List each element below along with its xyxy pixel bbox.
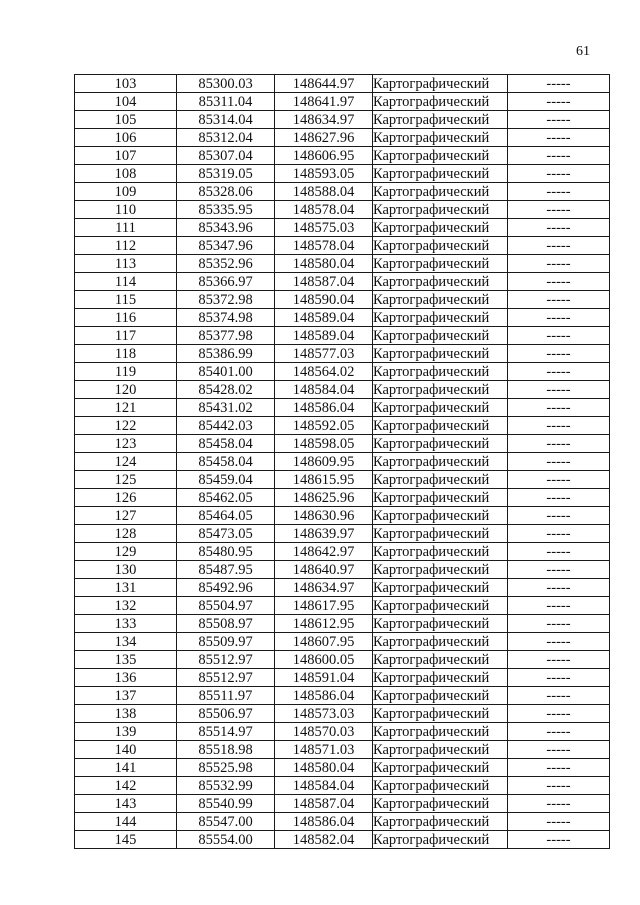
table-row [75,273,610,291]
table-row [75,831,610,849]
x-coordinate-cell: 85300.03 [177,75,275,93]
point-number-cell: 128 [75,525,177,543]
accuracy-cell: ----- [508,741,610,759]
method-cell: Картографический [373,273,508,291]
accuracy-cell: ----- [508,435,610,453]
point-number-cell: 133 [75,615,177,633]
accuracy-cell: ----- [508,255,610,273]
page-number: 61 [576,44,590,59]
x-coordinate-cell: 85532.99 [177,777,275,795]
method-cell: Картографический [373,93,508,111]
y-coordinate-cell: 148625.96 [275,489,373,507]
point-number-cell: 140 [75,741,177,759]
y-coordinate-cell: 148589.04 [275,309,373,327]
accuracy-cell: ----- [508,273,610,291]
method-cell: Картографический [373,183,508,201]
x-coordinate-cell: 85480.95 [177,543,275,561]
point-number-cell: 107 [75,147,177,165]
x-coordinate-cell: 85508.97 [177,615,275,633]
point-number-cell: 137 [75,687,177,705]
accuracy-cell: ----- [508,525,610,543]
method-cell: Картографический [373,399,508,417]
table-row [75,165,610,183]
table-row [75,417,610,435]
y-coordinate-cell: 148627.96 [275,129,373,147]
method-cell: Картографический [373,363,508,381]
table-row [75,255,610,273]
point-number-cell: 124 [75,453,177,471]
x-coordinate-cell: 85514.97 [177,723,275,741]
point-number-cell: 138 [75,705,177,723]
x-coordinate-cell: 85366.97 [177,273,275,291]
table-row [75,633,610,651]
y-coordinate-cell: 148642.97 [275,543,373,561]
x-coordinate-cell: 85554.00 [177,831,275,849]
x-coordinate-cell: 85311.04 [177,93,275,111]
method-cell: Картографический [373,633,508,651]
x-coordinate-cell: 85386.99 [177,345,275,363]
point-number-cell: 106 [75,129,177,147]
y-coordinate-cell: 148612.95 [275,615,373,633]
y-coordinate-cell: 148564.02 [275,363,373,381]
point-number-cell: 127 [75,507,177,525]
y-coordinate-cell: 148606.95 [275,147,373,165]
y-coordinate-cell: 148591.04 [275,669,373,687]
point-number-cell: 109 [75,183,177,201]
x-coordinate-cell: 85442.03 [177,417,275,435]
table-row [75,75,610,93]
table-row [75,651,610,669]
table-row [75,705,610,723]
method-cell: Картографический [373,489,508,507]
x-coordinate-cell: 85458.04 [177,453,275,471]
x-coordinate-cell: 85506.97 [177,705,275,723]
table-row [75,363,610,381]
table-row [75,561,610,579]
table-row [75,129,610,147]
table-row [75,597,610,615]
method-cell: Картографический [373,327,508,345]
y-coordinate-cell: 148644.97 [275,75,373,93]
point-number-cell: 141 [75,759,177,777]
x-coordinate-cell: 85459.04 [177,471,275,489]
accuracy-cell: ----- [508,813,610,831]
method-cell: Картографический [373,525,508,543]
table-row [75,489,610,507]
method-cell: Картографический [373,417,508,435]
x-coordinate-cell: 85319.05 [177,165,275,183]
point-number-cell: 105 [75,111,177,129]
x-coordinate-cell: 85343.96 [177,219,275,237]
accuracy-cell: ----- [508,165,610,183]
accuracy-cell: ----- [508,399,610,417]
table-row [75,525,610,543]
x-coordinate-cell: 85462.05 [177,489,275,507]
y-coordinate-cell: 148617.95 [275,597,373,615]
x-coordinate-cell: 85512.97 [177,669,275,687]
point-number-cell: 121 [75,399,177,417]
x-coordinate-cell: 85328.06 [177,183,275,201]
accuracy-cell: ----- [508,381,610,399]
table-row [75,399,610,417]
method-cell: Картографический [373,543,508,561]
point-number-cell: 139 [75,723,177,741]
x-coordinate-cell: 85312.04 [177,129,275,147]
table-row [75,309,610,327]
point-number-cell: 134 [75,633,177,651]
x-coordinate-cell: 85374.98 [177,309,275,327]
table-row [75,777,610,795]
point-number-cell: 117 [75,327,177,345]
table-row [75,687,610,705]
table-row [75,219,610,237]
table-body [75,75,610,849]
accuracy-cell: ----- [508,723,610,741]
method-cell: Картографический [373,201,508,219]
accuracy-cell: ----- [508,129,610,147]
accuracy-cell: ----- [508,327,610,345]
y-coordinate-cell: 148586.04 [275,399,373,417]
y-coordinate-cell: 148589.04 [275,327,373,345]
y-coordinate-cell: 148593.05 [275,165,373,183]
x-coordinate-cell: 85504.97 [177,597,275,615]
method-cell: Картографический [373,561,508,579]
point-number-cell: 145 [75,831,177,849]
y-coordinate-cell: 148586.04 [275,813,373,831]
point-number-cell: 122 [75,417,177,435]
point-number-cell: 143 [75,795,177,813]
point-number-cell: 144 [75,813,177,831]
y-coordinate-cell: 148615.95 [275,471,373,489]
table-row [75,669,610,687]
accuracy-cell: ----- [508,237,610,255]
accuracy-cell: ----- [508,705,610,723]
point-number-cell: 123 [75,435,177,453]
y-coordinate-cell: 148570.03 [275,723,373,741]
table-row [75,237,610,255]
method-cell: Картографический [373,831,508,849]
method-cell: Картографический [373,165,508,183]
method-cell: Картографический [373,75,508,93]
method-cell: Картографический [373,687,508,705]
x-coordinate-cell: 85540.99 [177,795,275,813]
point-number-cell: 110 [75,201,177,219]
accuracy-cell: ----- [508,363,610,381]
method-cell: Картографический [373,291,508,309]
point-number-cell: 118 [75,345,177,363]
accuracy-cell: ----- [508,147,610,165]
accuracy-cell: ----- [508,759,610,777]
table-row [75,453,610,471]
y-coordinate-cell: 148584.04 [275,381,373,399]
method-cell: Картографический [373,255,508,273]
accuracy-cell: ----- [508,615,610,633]
y-coordinate-cell: 148582.04 [275,831,373,849]
point-number-cell: 131 [75,579,177,597]
x-coordinate-cell: 85431.02 [177,399,275,417]
accuracy-cell: ----- [508,831,610,849]
accuracy-cell: ----- [508,507,610,525]
y-coordinate-cell: 148639.97 [275,525,373,543]
accuracy-cell: ----- [508,75,610,93]
y-coordinate-cell: 148580.04 [275,759,373,777]
point-number-cell: 111 [75,219,177,237]
method-cell: Картографический [373,219,508,237]
accuracy-cell: ----- [508,453,610,471]
y-coordinate-cell: 148575.03 [275,219,373,237]
accuracy-cell: ----- [508,219,610,237]
accuracy-cell: ----- [508,291,610,309]
table-row [75,723,610,741]
method-cell: Картографический [373,507,508,525]
x-coordinate-cell: 85372.98 [177,291,275,309]
point-number-cell: 132 [75,597,177,615]
method-cell: Картографический [373,435,508,453]
method-cell: Картографический [373,759,508,777]
method-cell: Картографический [373,795,508,813]
y-coordinate-cell: 148609.95 [275,453,373,471]
y-coordinate-cell: 148587.04 [275,795,373,813]
y-coordinate-cell: 148634.97 [275,579,373,597]
y-coordinate-cell: 148578.04 [275,201,373,219]
method-cell: Картографический [373,237,508,255]
point-number-cell: 104 [75,93,177,111]
x-coordinate-cell: 85547.00 [177,813,275,831]
coordinates-table [74,74,610,849]
table-row [75,345,610,363]
point-number-cell: 112 [75,237,177,255]
table-row [75,507,610,525]
method-cell: Картографический [373,741,508,759]
accuracy-cell: ----- [508,687,610,705]
x-coordinate-cell: 85307.04 [177,147,275,165]
x-coordinate-cell: 85314.04 [177,111,275,129]
accuracy-cell: ----- [508,471,610,489]
y-coordinate-cell: 148587.04 [275,273,373,291]
accuracy-cell: ----- [508,669,610,687]
x-coordinate-cell: 85511.97 [177,687,275,705]
x-coordinate-cell: 85525.98 [177,759,275,777]
point-number-cell: 115 [75,291,177,309]
y-coordinate-cell: 148640.97 [275,561,373,579]
point-number-cell: 103 [75,75,177,93]
x-coordinate-cell: 85335.95 [177,201,275,219]
method-cell: Картографический [373,705,508,723]
table-row [75,435,610,453]
x-coordinate-cell: 85352.96 [177,255,275,273]
point-number-cell: 136 [75,669,177,687]
table-row [75,147,610,165]
table-row [75,381,610,399]
method-cell: Картографический [373,309,508,327]
accuracy-cell: ----- [508,561,610,579]
method-cell: Картографический [373,453,508,471]
accuracy-cell: ----- [508,597,610,615]
y-coordinate-cell: 148634.97 [275,111,373,129]
y-coordinate-cell: 148641.97 [275,93,373,111]
accuracy-cell: ----- [508,795,610,813]
table-row [75,327,610,345]
method-cell: Картографический [373,129,508,147]
accuracy-cell: ----- [508,183,610,201]
method-cell: Картографический [373,813,508,831]
x-coordinate-cell: 85512.97 [177,651,275,669]
accuracy-cell: ----- [508,579,610,597]
x-coordinate-cell: 85401.00 [177,363,275,381]
accuracy-cell: ----- [508,417,610,435]
x-coordinate-cell: 85428.02 [177,381,275,399]
y-coordinate-cell: 148600.05 [275,651,373,669]
x-coordinate-cell: 85347.96 [177,237,275,255]
table-row [75,741,610,759]
table-row [75,201,610,219]
point-number-cell: 126 [75,489,177,507]
accuracy-cell: ----- [508,309,610,327]
accuracy-cell: ----- [508,777,610,795]
table-row [75,795,610,813]
method-cell: Картографический [373,597,508,615]
table-row [75,111,610,129]
y-coordinate-cell: 148592.05 [275,417,373,435]
table-row [75,543,610,561]
method-cell: Картографический [373,651,508,669]
y-coordinate-cell: 148590.04 [275,291,373,309]
method-cell: Картографический [373,381,508,399]
table-row [75,759,610,777]
point-number-cell: 130 [75,561,177,579]
method-cell: Картографический [373,471,508,489]
method-cell: Картографический [373,669,508,687]
point-number-cell: 108 [75,165,177,183]
accuracy-cell: ----- [508,489,610,507]
x-coordinate-cell: 85377.98 [177,327,275,345]
point-number-cell: 119 [75,363,177,381]
accuracy-cell: ----- [508,651,610,669]
x-coordinate-cell: 85473.05 [177,525,275,543]
x-coordinate-cell: 85458.04 [177,435,275,453]
table-row [75,615,610,633]
x-coordinate-cell: 85518.98 [177,741,275,759]
point-number-cell: 125 [75,471,177,489]
table-row [75,579,610,597]
y-coordinate-cell: 148577.03 [275,345,373,363]
y-coordinate-cell: 148607.95 [275,633,373,651]
y-coordinate-cell: 148584.04 [275,777,373,795]
y-coordinate-cell: 148586.04 [275,687,373,705]
table-row [75,183,610,201]
y-coordinate-cell: 148578.04 [275,237,373,255]
point-number-cell: 114 [75,273,177,291]
accuracy-cell: ----- [508,345,610,363]
method-cell: Картографический [373,111,508,129]
method-cell: Картографический [373,615,508,633]
x-coordinate-cell: 85487.95 [177,561,275,579]
y-coordinate-cell: 148598.05 [275,435,373,453]
accuracy-cell: ----- [508,111,610,129]
point-number-cell: 113 [75,255,177,273]
method-cell: Картографический [373,345,508,363]
point-number-cell: 129 [75,543,177,561]
point-number-cell: 120 [75,381,177,399]
method-cell: Картографический [373,777,508,795]
table-row [75,93,610,111]
x-coordinate-cell: 85464.05 [177,507,275,525]
y-coordinate-cell: 148588.04 [275,183,373,201]
table-row [75,813,610,831]
y-coordinate-cell: 148573.03 [275,705,373,723]
table-row [75,471,610,489]
method-cell: Картографический [373,147,508,165]
y-coordinate-cell: 148630.96 [275,507,373,525]
point-number-cell: 135 [75,651,177,669]
x-coordinate-cell: 85509.97 [177,633,275,651]
point-number-cell: 142 [75,777,177,795]
accuracy-cell: ----- [508,543,610,561]
accuracy-cell: ----- [508,93,610,111]
y-coordinate-cell: 148571.03 [275,741,373,759]
table-row [75,291,610,309]
accuracy-cell: ----- [508,201,610,219]
point-number-cell: 116 [75,309,177,327]
x-coordinate-cell: 85492.96 [177,579,275,597]
method-cell: Картографический [373,723,508,741]
accuracy-cell: ----- [508,633,610,651]
y-coordinate-cell: 148580.04 [275,255,373,273]
method-cell: Картографический [373,579,508,597]
